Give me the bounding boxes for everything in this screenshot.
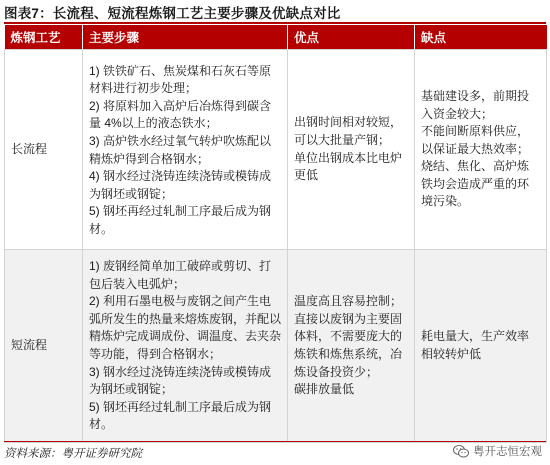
title-divider [4, 22, 546, 24]
watermark [453, 443, 542, 459]
header-steps: 主要步骤 [83, 25, 288, 50]
cell-process: 长流程 [5, 50, 83, 250]
table-header-row [5, 25, 547, 50]
comparison-table [4, 25, 547, 443]
cell-cons: 耗电量大，生产效率相较转炉低 [415, 250, 547, 443]
cell-steps: 1) 铁铁矿石、焦炭煤和石灰石等原材料进行初步处理； 2) 将原料加入高炉后冶炼得到碳含量 4%以上的液态铁水； 3) 高炉铁水经过氧气转炉吹炼配以精炼炉得到合格钢水； 4) 钢水经过浇铸连续浇铸或模铸成为钢坯或钢锭； 5) 钢坯再经过轧制工序最后成为钢材。 [83, 50, 288, 250]
bottom-divider [4, 441, 546, 442]
figure-title: 图表7：长流程、短流程炼钢工艺主要步骤及优缺点对比 [4, 6, 341, 21]
cell-process: 短流程 [5, 250, 83, 443]
cell-steps: 1) 废钢经简单加工破碎或剪切、打包后装入电弧炉； 2) 利用石墨电极与废钢之间产生电弧所发生的热量来熔炼废钢，并配以精炼炉完成调成份、调温度、去夹杂等功能，得到合格钢水； 3) 钢水经过浇铸连续浇铸或模铸成为钢坯或钢锭； 5) 钢坯再经过轧制工序最后成为钢材。 [83, 250, 288, 443]
header-pros: 优点 [288, 25, 415, 50]
cell-pros: 温度高且容易控制； 直接以废钢为主要固体料，不需要庞大的炼铁和炼焦系统，冶炼设备投资少； 碳排放量低 [288, 250, 415, 443]
wechat-icon [453, 445, 469, 458]
header-cons: 缺点 [415, 25, 547, 50]
source-note: 资料来源：粤开证券研究院 [4, 448, 142, 460]
table-row [5, 250, 547, 443]
table-row [5, 50, 547, 250]
cell-cons: 基础建设多，前期投入资金较大； 不能间断原料供应，以保证最大热效率； 烧结、焦化、高炉炼铁均会造成严重的环境污染。 [415, 50, 547, 250]
watermark-text: 粤开志恒宏观 [473, 446, 542, 458]
cell-pros: 出钢时间相对较短，可以大批量产钢； 单位出钢成本比电炉更低 [288, 50, 415, 250]
header-process: 炼钢工艺 [5, 25, 83, 50]
